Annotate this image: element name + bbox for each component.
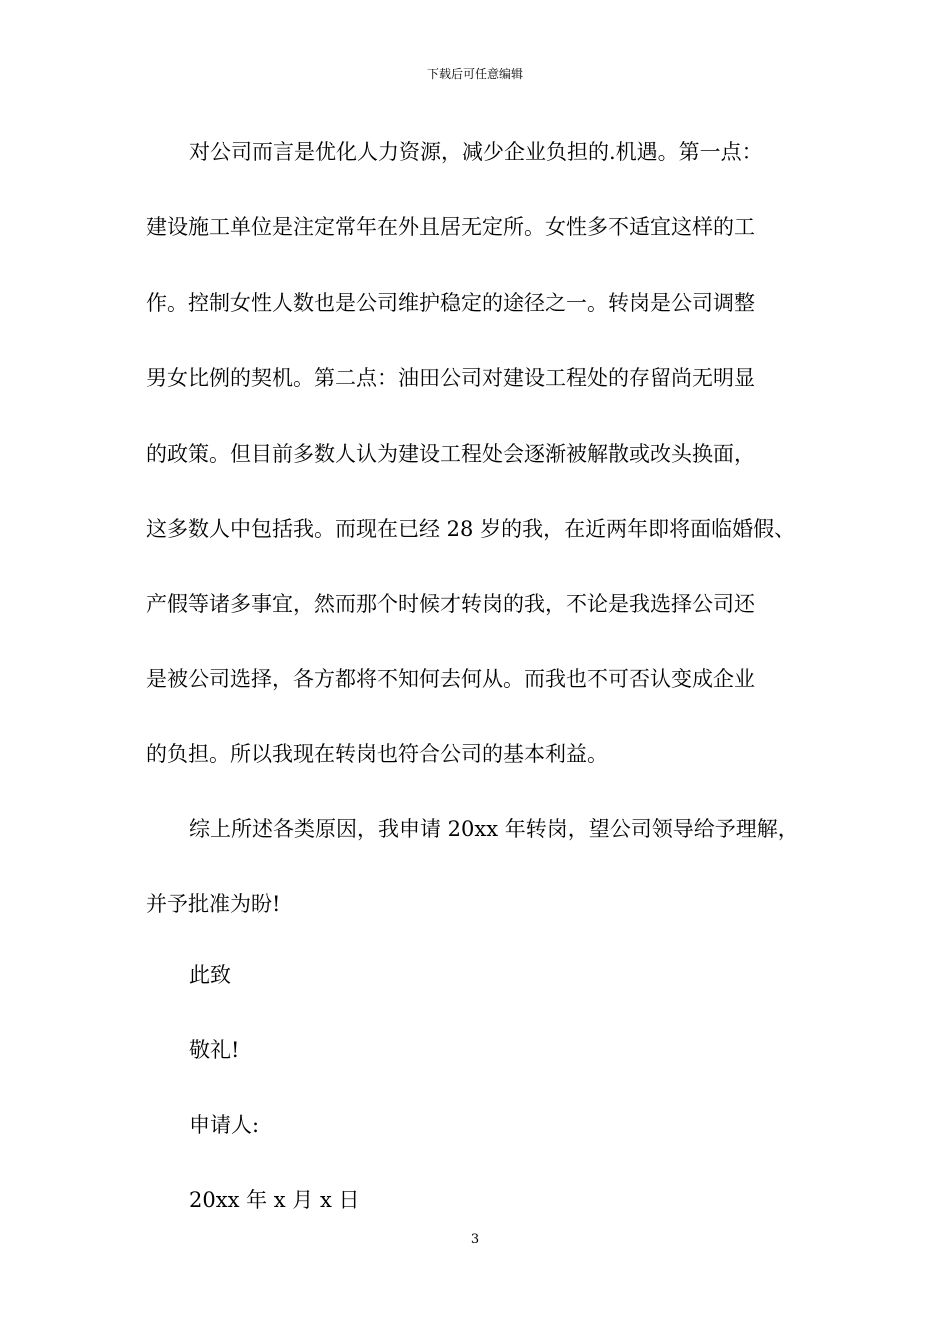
body-line-10: 综上所述各类原因，我申请 20xx 年转岗，望公司领导给予理解， xyxy=(189,817,799,841)
page-number: 3 xyxy=(470,1232,480,1247)
body-line-7: 产假等诸多事宜，然而那个时候才转岗的我，不论是我选择公司还 xyxy=(146,592,755,616)
closing-regards: 敬礼! xyxy=(189,1038,240,1062)
body-line-1: 对公司而言是优化人力资源，减少企业负担的.机遇。第一点： xyxy=(189,140,763,164)
body-line-5: 的政策。但目前多数人认为建设工程处会逐渐被解散或改头换面， xyxy=(146,442,755,466)
applicant-label: 申请人: xyxy=(189,1113,260,1137)
body-line-11: 并予批准为盼! xyxy=(146,892,281,916)
body-line-6: 这多数人中包括我。而现在已经 28 岁的我，在近两年即将面临婚假、 xyxy=(146,517,796,541)
body-line-2: 建设施工单位是注定常年在外且居无定所。女性多不适宜这样的工 xyxy=(146,215,755,239)
body-line-4: 男女比例的契机。第二点：油田公司对建设工程处的存留尚无明显 xyxy=(146,366,755,390)
page-header: 下载后可任意编辑 xyxy=(426,67,523,81)
date-line: 20xx 年 x 月 x 日 xyxy=(189,1188,360,1212)
closing-salutation: 此致 xyxy=(189,963,231,987)
body-line-8: 是被公司选择，各方都将不知何去何从。而我也不可否认变成企业 xyxy=(146,667,755,691)
body-line-9: 的负担。所以我现在转岗也符合公司的基本利益。 xyxy=(146,742,608,766)
body-line-3: 作。控制女性人数也是公司维护稳定的途径之一。转岗是公司调整 xyxy=(146,291,755,315)
